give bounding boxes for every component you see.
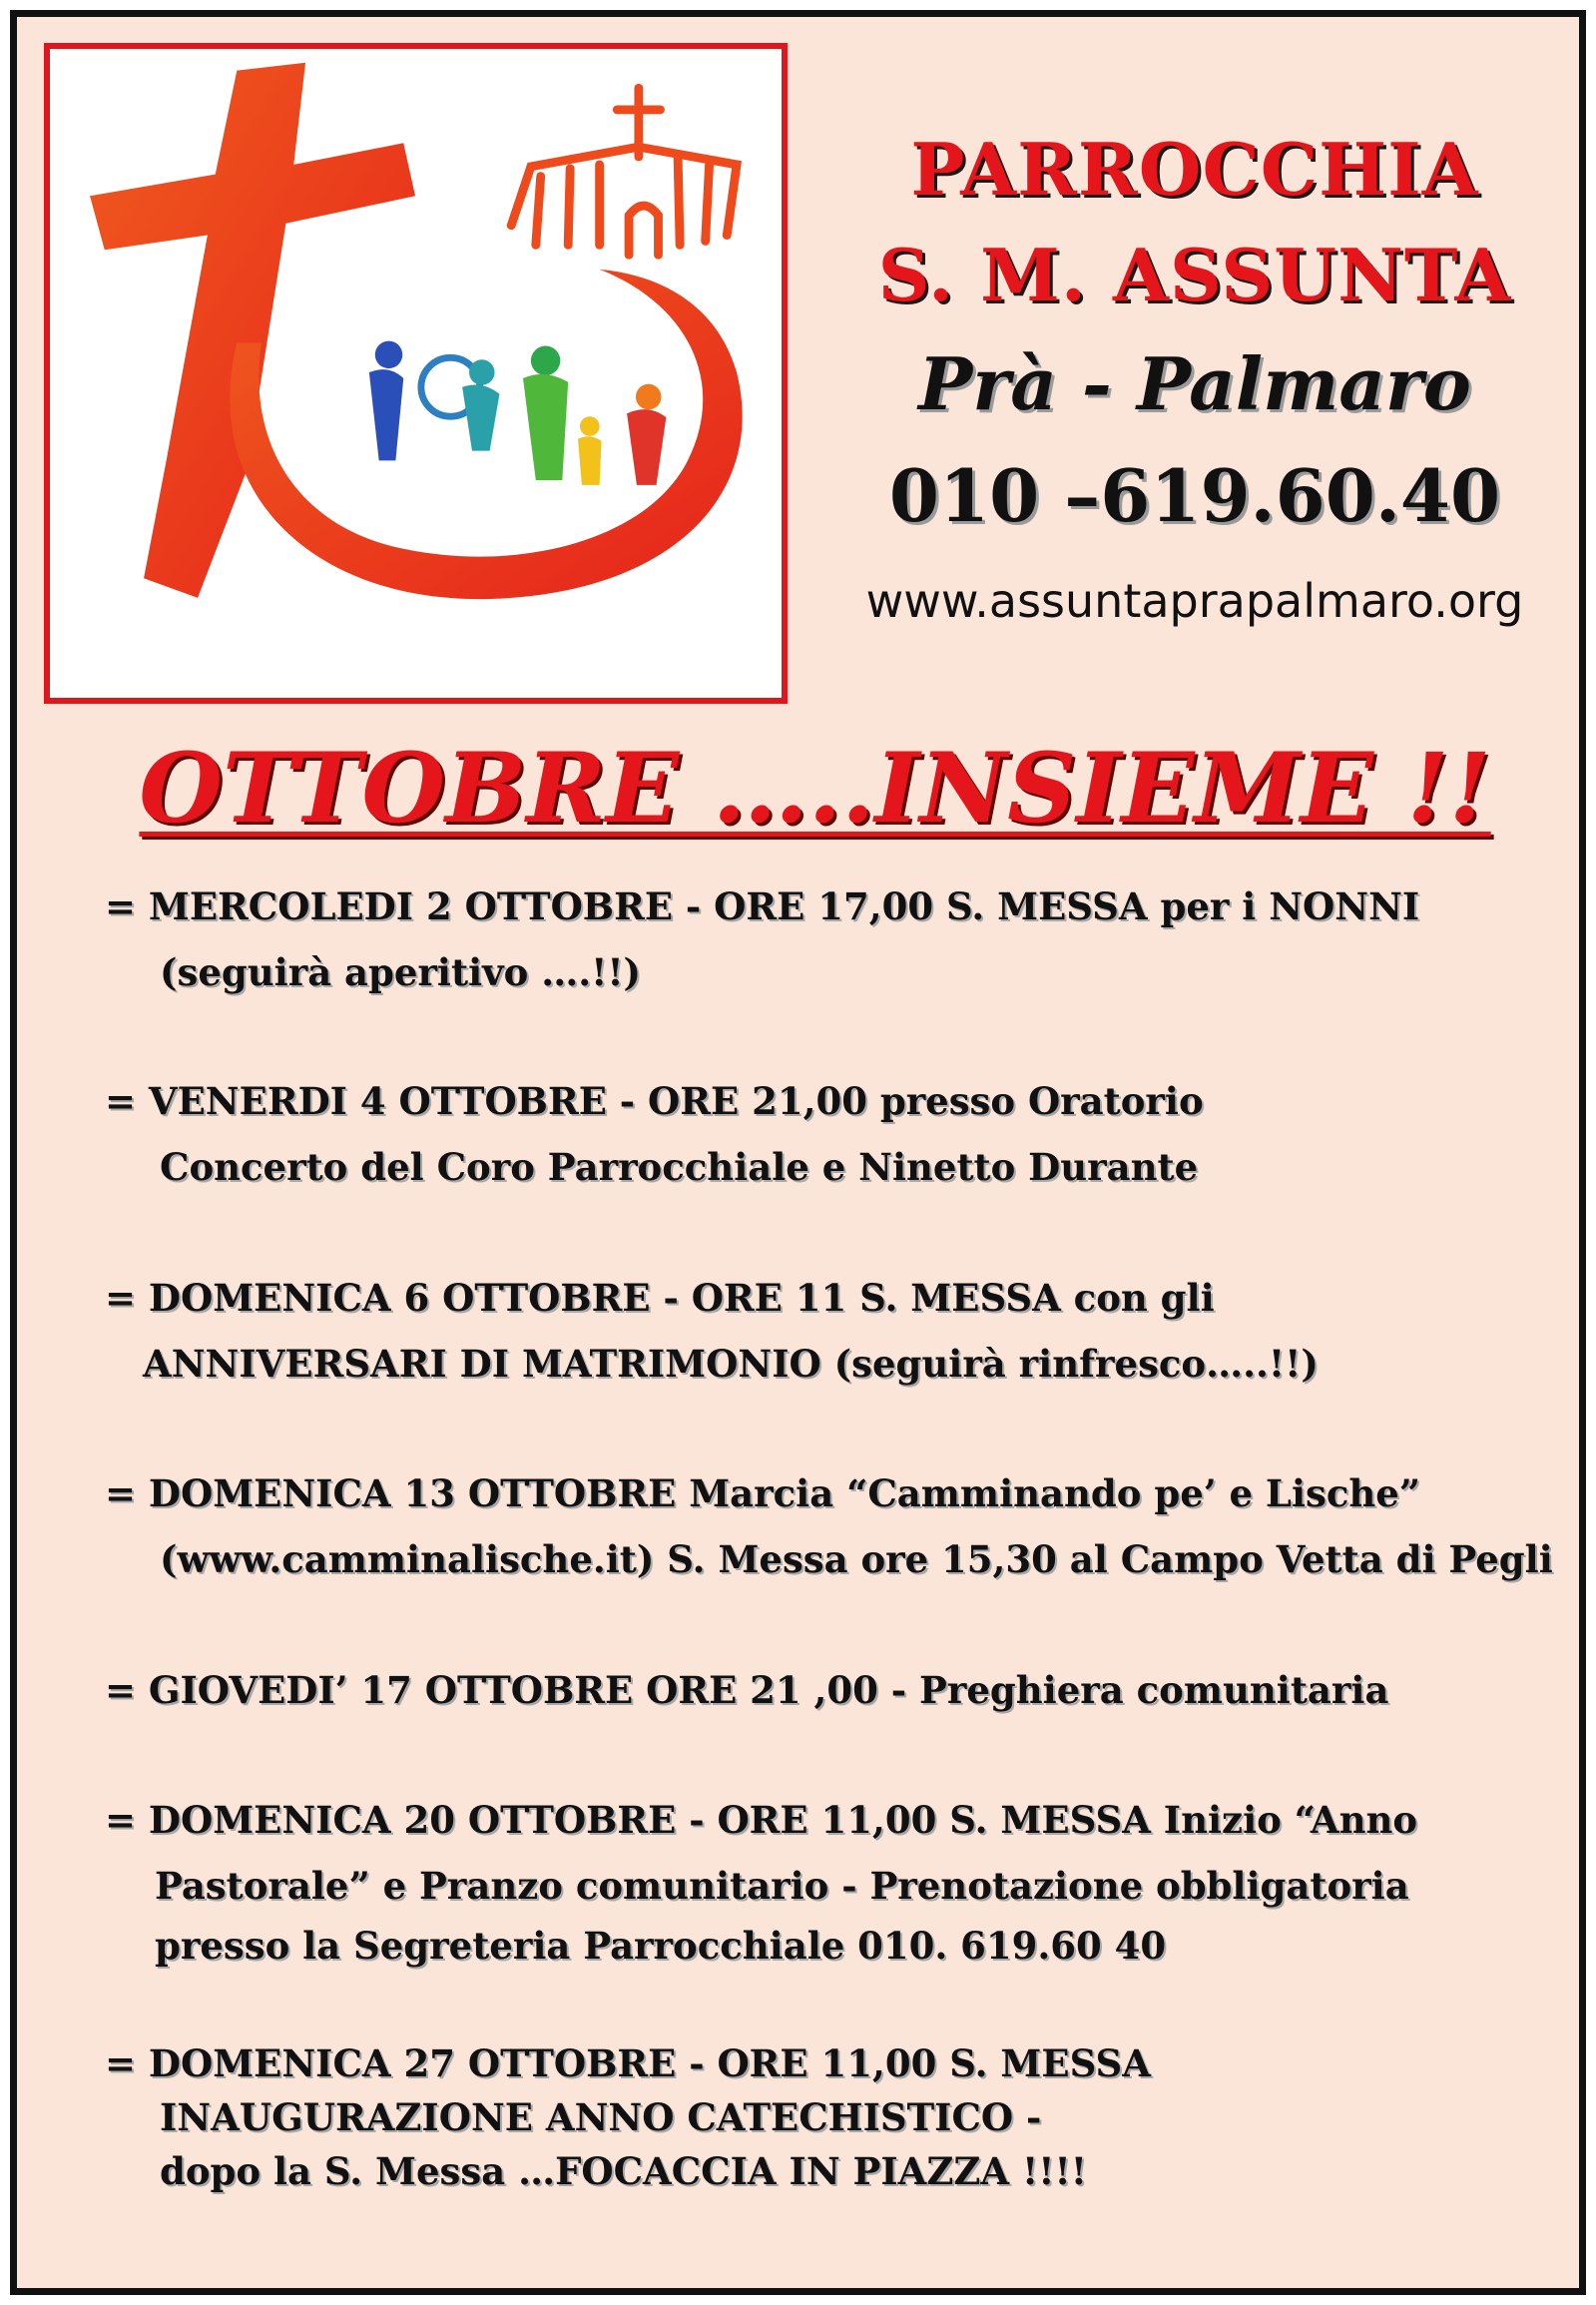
event-line: = DOMENICA 27 OTTOBRE - ORE 11,00 S. MESSA bbox=[105, 2041, 1151, 2085]
event-line: = DOMENICA 20 OTTOBRE - ORE 11,00 S. MESSA Inizio “Anno bbox=[105, 1798, 1418, 1842]
family-icon bbox=[369, 341, 667, 485]
parish-header bbox=[805, 117, 1584, 646]
event-line: = DOMENICA 13 OTTOBRE Marcia “Camminando pe’ e Lische” bbox=[105, 1471, 1421, 1515]
event-item bbox=[105, 1657, 1582, 1723]
event-line: Concerto del Coro Parrocchiale e Ninetto Durante bbox=[160, 1145, 1199, 1189]
event-line: = VENERDI 4 OTTOBRE - ORE 21,00 presso Oratorio bbox=[105, 1079, 1204, 1123]
event-line: = MERCOLEDI 2 OTTOBRE - ORE 17,00 S. MESSA per i NONNI bbox=[105, 884, 1420, 928]
event-line: ANNIVERSARI DI MATRIMONIO (seguirà rinfresco…..!!) bbox=[143, 1342, 1319, 1386]
event-line: INAUGURAZIONE ANNO CATECHISTICO - bbox=[160, 2095, 1042, 2139]
event-item bbox=[105, 1460, 1582, 1592]
event-line: dopo la S. Messa …FOCACCIA IN PIAZZA !!!! bbox=[160, 2149, 1087, 2193]
event-line: = GIOVEDI’ 17 OTTOBRE ORE 21 ,00 - Preghiera comunitaria bbox=[105, 1668, 1389, 1712]
church-icon bbox=[511, 88, 737, 255]
event-item bbox=[105, 1068, 1582, 1200]
poster-title: OTTOBRE …..INSIEME !! bbox=[139, 732, 1491, 845]
event-line: Pastorale” e Pranzo comunitario - Prenotazione obbligatoria bbox=[155, 1864, 1409, 1908]
event-line: (seguirà aperitivo ….!!) bbox=[160, 950, 642, 994]
phone-number: 010 –619.60.40 bbox=[888, 453, 1501, 538]
parish-logo bbox=[44, 43, 788, 704]
website-url: www.assuntaprapalmaro.org bbox=[865, 574, 1524, 628]
poster-frame bbox=[10, 10, 1586, 2295]
parish-name-line1: PARROCCHIA bbox=[910, 127, 1479, 212]
event-item bbox=[105, 1787, 1582, 1973]
parish-name-line2: S. M. ASSUNTA bbox=[877, 233, 1512, 317]
cross-icon bbox=[90, 63, 415, 598]
event-item bbox=[105, 1265, 1582, 1397]
town-name: Prà - Palmaro bbox=[918, 341, 1471, 426]
logo-graphic bbox=[50, 49, 782, 698]
event-item bbox=[105, 873, 1582, 1005]
event-line: = DOMENICA 6 OTTOBRE - ORE 11 S. MESSA con gli bbox=[105, 1276, 1215, 1320]
event-item bbox=[105, 2036, 1582, 2198]
event-line: (www.camminalische.it) S. Messa ore 15,30 al Campo Vetta di Pegli bbox=[160, 1537, 1553, 1581]
event-line: presso la Segreteria Parrocchiale 010. 619.60 40 bbox=[155, 1924, 1167, 1968]
